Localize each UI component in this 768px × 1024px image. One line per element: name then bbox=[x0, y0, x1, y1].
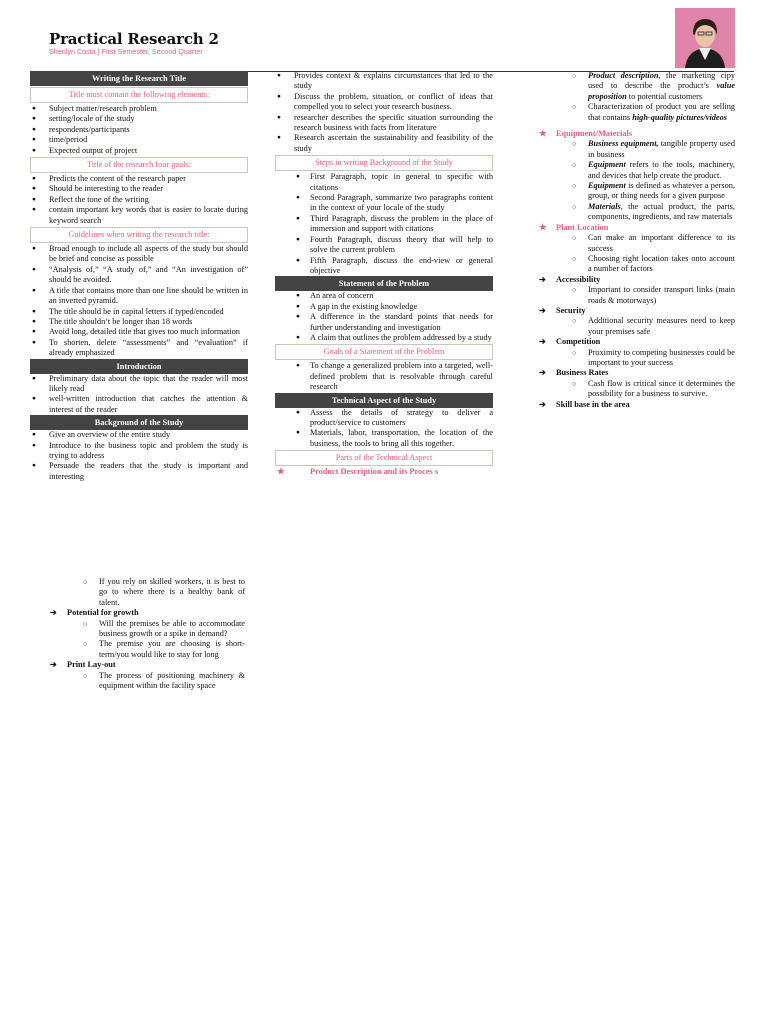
list-item: ● A claim that outlines the problem addressed by a study bbox=[275, 333, 493, 343]
star-item-label: Equipment/Materials bbox=[556, 129, 633, 139]
goals-list bbox=[275, 361, 493, 392]
list-item: ○ Choosing right location takes onto account a number of factors bbox=[537, 254, 735, 275]
star-item-label: Plant Location bbox=[556, 222, 609, 232]
list-item bbox=[537, 71, 735, 102]
list-item: ● Reflect the tone of the writing bbox=[30, 195, 248, 205]
subheading-guidelines: Guidelines when writing the research title: bbox=[30, 227, 248, 243]
list-item bbox=[537, 160, 735, 181]
column-3 bbox=[537, 71, 735, 410]
list-item: ● Third Paragraph, discuss the problem in the place of immersion and support with citations bbox=[275, 214, 493, 235]
list-item: ● Expected output of project bbox=[30, 146, 248, 156]
list-item bbox=[537, 102, 735, 123]
skill-list bbox=[48, 577, 245, 608]
term: Equipment bbox=[588, 181, 626, 191]
technical-list bbox=[275, 408, 493, 450]
background-list bbox=[30, 430, 248, 482]
factor-security: ➔ Security bbox=[537, 306, 735, 316]
rates-list bbox=[537, 379, 735, 400]
list-item bbox=[537, 181, 735, 202]
list-item: ○ Will the premises be able to accommodate business growth or a spike in demand? bbox=[48, 619, 245, 640]
list-item: ● Subject matter/research problem bbox=[30, 104, 248, 114]
list-item: ● contain important key words that is easier to locate during keyword search bbox=[30, 205, 248, 226]
subheading-title-elements: Title must contain the following elements: bbox=[30, 87, 248, 103]
list-item: ○ Additional security measures need to keep your premises safe bbox=[537, 316, 735, 337]
list-item: ● “Analysis of,” “A study of,” and “An investigation of” should be avoided. bbox=[30, 265, 248, 286]
plant-list bbox=[537, 233, 735, 275]
list-item: ● researcher describes the specific situation surrounding the research business with facts from literature bbox=[275, 113, 493, 134]
list-item: ● Broad enough to include all aspects of the study but should be brief and concise as possible bbox=[30, 244, 248, 265]
title-elements-list bbox=[30, 104, 248, 156]
page-subtitle: Sherilyn Costa | First Semester, Second Quarter bbox=[49, 47, 203, 56]
text: is defined as whatever a person, group, or thing needs for a given purpose bbox=[588, 181, 735, 201]
list-item: ○ If you rely on skilled workers, it is best to go to where there is a healthy bank of talent. bbox=[48, 577, 245, 608]
list-item: ● setting/locale of the study bbox=[30, 114, 248, 124]
list-item: ● An area of concern bbox=[275, 291, 493, 301]
text: to potential customers bbox=[626, 91, 703, 101]
section-heading-background: Background of the Study bbox=[30, 415, 248, 430]
list-item: ● The title shouldn’t be longer than 18 words bbox=[30, 317, 248, 327]
subheading-goals-statement: Goals of a Statement of the Problem bbox=[275, 344, 493, 360]
list-item: ● Introduce to the business topic and problem the study is trying to address bbox=[30, 441, 248, 462]
list-item: ● Give an overview of the entire study bbox=[30, 430, 248, 440]
list-item: ● To shorten, delete “assessments” and “evaluation” if already emphasized bbox=[30, 338, 248, 359]
section-heading-technical: Technical Aspect of the Study bbox=[275, 393, 493, 408]
list-item: ○ Important to consider transport links (main roads & motorways) bbox=[537, 285, 735, 306]
term: value proposition bbox=[588, 81, 735, 101]
product-description-list bbox=[537, 71, 735, 123]
star-item-label: Product Description and its Proces s bbox=[310, 467, 439, 477]
layout-list bbox=[48, 671, 245, 692]
list-item: ● Fourth Paragraph, discuss theory that will help to solve the current problem bbox=[275, 235, 493, 256]
section-heading-statement: Statement of the Problem bbox=[275, 276, 493, 291]
term: Equipment bbox=[588, 160, 626, 170]
factor-growth: ➔ Potential for growth bbox=[48, 608, 245, 618]
term: Materials bbox=[588, 201, 621, 211]
text: Characterization of product you are selling that contains bbox=[588, 102, 735, 122]
term: Product description bbox=[588, 71, 659, 80]
term: high-quality pictures/videos bbox=[632, 112, 727, 122]
factor-business-rates: ➔ Business Rates bbox=[537, 368, 735, 378]
accessibility-list bbox=[537, 285, 735, 306]
list-item: ○ Cash flow is critical since it determines the possibility for a business to survive. bbox=[537, 379, 735, 400]
term: Business equipment, bbox=[588, 139, 659, 149]
list-item: ● Provides context & explains circumstances that led to the study bbox=[275, 71, 493, 92]
list-item: ○ The process of positioning machinery & equipment within the facility space bbox=[48, 671, 245, 692]
factor-accessibility: ➔ Accessibility bbox=[537, 275, 735, 285]
list-item: ● Avoid long, detailed title that gives too much information bbox=[30, 327, 248, 337]
list-item: ● Preliminary data about the topic that the reader will most likely read bbox=[30, 374, 248, 395]
subheading-four-goals: Title of the research four goals: bbox=[30, 157, 248, 173]
text: tangible property used in business bbox=[588, 139, 735, 159]
equipment-list bbox=[537, 139, 735, 222]
subheading-parts-technical: Parts of the Technical Aspect bbox=[275, 450, 493, 466]
text: , the actual product, the parts, components, ingredients, and raw materials bbox=[588, 201, 735, 222]
factor-print-layout: ➔ Print Lay-out bbox=[48, 660, 245, 670]
list-item: ● The title should be in capital letters if typed/encoded bbox=[30, 307, 248, 317]
four-goals-list bbox=[30, 174, 248, 226]
list-item: ● A gap in the existing knowledge bbox=[275, 302, 493, 312]
list-item: ● Materials, labor, transportation, the location of the business, the tools to bring all this together. bbox=[275, 428, 493, 449]
list-item: ○ Can make an important difference to its success bbox=[537, 233, 735, 254]
list-item: ● Should be interesting to the reader bbox=[30, 184, 248, 194]
list-item: ○ The premise you are choosing is short-term/you would like to stay for long bbox=[48, 639, 245, 660]
list-item: ● Fifth Paragraph, discuss the end-view or general objective bbox=[275, 256, 493, 277]
statement-list bbox=[275, 291, 493, 343]
page-title: Practical Research 2 bbox=[49, 30, 219, 48]
background-context-list bbox=[275, 71, 493, 154]
list-item: ● respondents/participants bbox=[30, 125, 248, 135]
list-item: ● Persuade the readers that the study is important and interesting bbox=[30, 461, 248, 482]
column-4 bbox=[48, 577, 245, 691]
competition-list bbox=[537, 348, 735, 369]
text: refers to the tools, machinery, and devices that help create the product. bbox=[588, 160, 735, 180]
star-item-product-description bbox=[275, 467, 493, 477]
list-item bbox=[537, 139, 735, 160]
star-item-equipment bbox=[537, 129, 735, 139]
list-item: ● Second Paragraph, summarize two paragraphs content in the context of your locale of the study bbox=[275, 193, 493, 214]
factor-competition: ➔ Competition bbox=[537, 337, 735, 347]
list-item: ● Predicts the content of the research paper bbox=[30, 174, 248, 184]
column-2 bbox=[275, 71, 493, 478]
steps-list bbox=[275, 172, 493, 276]
list-item: ● To change a generalized problem into a targeted, well-defined problem that is resolvable through careful research bbox=[275, 361, 493, 392]
section-heading-introduction: Introduction bbox=[30, 359, 248, 374]
list-item bbox=[537, 202, 735, 223]
introduction-list bbox=[30, 374, 248, 416]
section-heading-writing-title: Writing the Research Title bbox=[30, 71, 248, 86]
list-item: ● A difference in the standard points that needs for further understanding and investigation bbox=[275, 312, 493, 333]
column-1 bbox=[30, 71, 248, 482]
list-item: ● well-written introduction that catches the attention & interest of the reader bbox=[30, 394, 248, 415]
factor-skill-base: ➔ Skill base in the area bbox=[537, 400, 735, 410]
author-photo bbox=[675, 8, 735, 68]
security-list bbox=[537, 316, 735, 337]
guidelines-list bbox=[30, 244, 248, 358]
list-item: ○ Proximity to competing businesses could be important to your success bbox=[537, 348, 735, 369]
growth-list bbox=[48, 619, 245, 661]
list-item: ● Discuss the problem, situation, or conflict of ideas that compelled you to select your research business. bbox=[275, 92, 493, 113]
list-item: ● First Paragraph, topic in general to specific with citations bbox=[275, 172, 493, 193]
star-item-plant-location bbox=[537, 223, 735, 233]
list-item: ● time/period bbox=[30, 135, 248, 145]
list-item: ● A title that contains more than one line should be written in an inverted pyramid. bbox=[30, 286, 248, 307]
text: , the marketing cipy used to describe the product’s bbox=[588, 71, 735, 91]
subheading-steps: Steps in writing Background of the Study bbox=[275, 155, 493, 171]
list-item: ● Assess the details of strategy to deliver a product/service to customers bbox=[275, 408, 493, 429]
list-item: ● Research ascertain the sustainability and feasibility of the study bbox=[275, 133, 493, 154]
